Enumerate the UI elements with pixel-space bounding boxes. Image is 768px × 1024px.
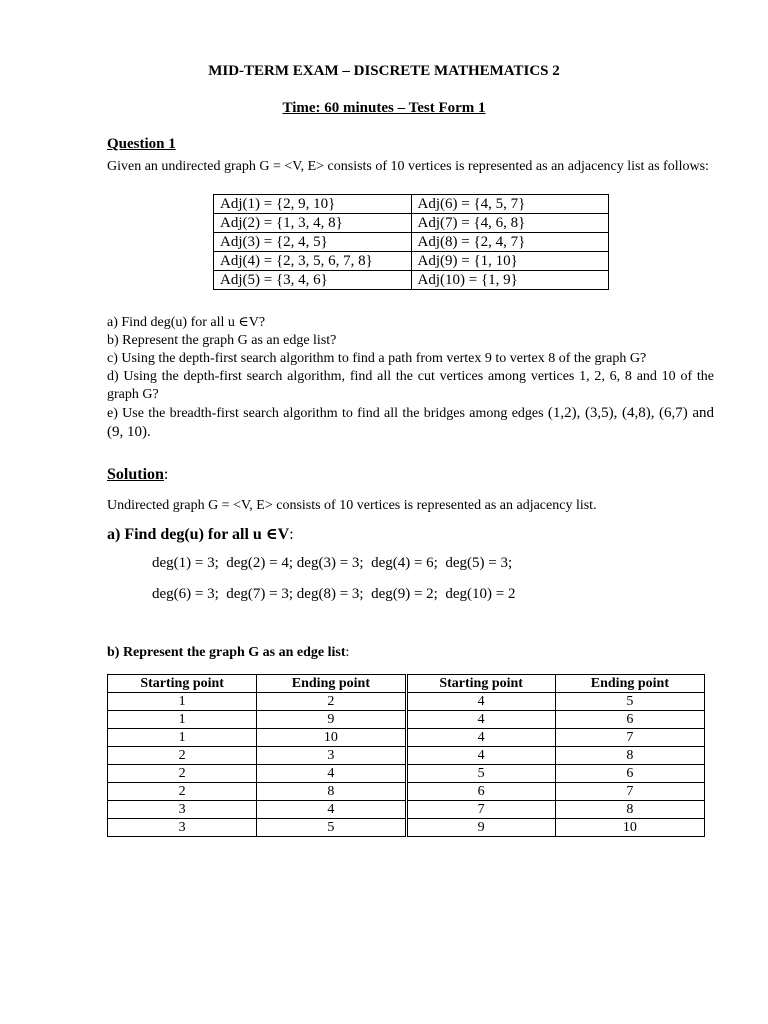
adjacency-cell: Adj(9) = {1, 10} [411, 252, 609, 271]
edge-end-cell: 3 [257, 747, 406, 765]
edge-row [108, 783, 705, 801]
edge-end-cell: 6 [555, 765, 704, 783]
edge-list-table [107, 674, 705, 837]
edge-end-cell: 2 [257, 693, 406, 711]
solution-heading [107, 466, 168, 484]
adjacency-row [214, 195, 609, 214]
edge-row [108, 729, 705, 747]
part-b-heading [107, 645, 349, 661]
solution-intro: Undirected graph G = <V, E> consists of 10 vertices is represented as an adjacency list. [107, 498, 597, 513]
edge-start-cell: 4 [406, 711, 555, 729]
edge-start-cell: 6 [406, 783, 555, 801]
edge-row [108, 693, 705, 711]
column-header-start-1: Starting point [108, 675, 257, 693]
question-item-d: d) Using the depth-first search algorithm, find all the cut vertices among vertices 1, 2, 6, 8 and 10 of the graph G? [107, 369, 714, 402]
edge-start-cell: 4 [406, 729, 555, 747]
question-item-c: c) Using the depth-first search algorithm to find a path from vertex 9 to vertex 8 of the graph G? [107, 351, 647, 366]
adjacency-cell: Adj(6) = {4, 5, 7} [411, 195, 609, 214]
edge-end-cell: 10 [555, 819, 704, 837]
edge-start-cell: 4 [406, 693, 555, 711]
edge-end-cell: 4 [257, 765, 406, 783]
adjacency-cell: Adj(1) = {2, 9, 10} [214, 195, 412, 214]
edge-start-cell: 2 [108, 783, 257, 801]
solution-label: Solution [107, 466, 164, 483]
adjacency-row [214, 214, 609, 233]
edge-start-cell: 3 [108, 801, 257, 819]
edge-row [108, 801, 705, 819]
edge-row [108, 765, 705, 783]
edge-start-cell: 9 [406, 819, 555, 837]
edge-end-cell: 5 [257, 819, 406, 837]
degree-line-2: deg(6) = 3; deg(7) = 3; deg(8) = 3; deg(9) = 2; deg(10) = 2 [152, 586, 516, 602]
question-intro: Given an undirected graph G = <V, E> consists of 10 vertices is represented as an adjacency list as follows: [107, 159, 709, 174]
column-header-end-1: Ending point [257, 675, 406, 693]
edge-end-cell: 6 [555, 711, 704, 729]
edge-row [108, 819, 705, 837]
edge-start-cell: 2 [108, 747, 257, 765]
edge-end-cell: 8 [555, 801, 704, 819]
question-item-a: a) Find deg(u) for all u ∈V? [107, 315, 266, 330]
solution-colon: : [163, 466, 169, 483]
edge-start-cell: 2 [108, 765, 257, 783]
edge-end-cell: 8 [555, 747, 704, 765]
edge-row [108, 711, 705, 729]
adjacency-cell: Adj(10) = {1, 9} [411, 271, 609, 290]
adjacency-table [213, 194, 609, 290]
part-a-colon: : [289, 526, 294, 543]
edge-end-cell: 9 [257, 711, 406, 729]
column-header-end-2: Ending point [555, 675, 704, 693]
question-item-e [107, 404, 714, 442]
edge-list-header-row [108, 675, 705, 693]
edge-start-cell: 5 [406, 765, 555, 783]
edge-start-cell: 4 [406, 747, 555, 765]
edge-start-cell: 1 [108, 711, 257, 729]
adjacency-cell: Adj(8) = {2, 4, 7} [411, 233, 609, 252]
edge-end-cell: 5 [555, 693, 704, 711]
question-item-b: b) Represent the graph G as an edge list? [107, 333, 337, 348]
adjacency-row [214, 271, 609, 290]
part-b-heading-text: b) Represent the graph G as an edge list [107, 645, 346, 660]
adjacency-row [214, 252, 609, 271]
adjacency-cell: Adj(3) = {2, 4, 5} [214, 233, 412, 252]
adjacency-cell: Adj(7) = {4, 6, 8} [411, 214, 609, 233]
edge-end-cell: 8 [257, 783, 406, 801]
edge-end-cell: 10 [257, 729, 406, 747]
adjacency-cell: Adj(4) = {2, 3, 5, 6, 7, 8} [214, 252, 412, 271]
edge-end-cell: 7 [555, 729, 704, 747]
edge-start-cell: 7 [406, 801, 555, 819]
edge-start-cell: 1 [108, 729, 257, 747]
exam-subtitle: Time: 60 minutes – Test Form 1 [282, 100, 486, 116]
adjacency-cell: Adj(5) = {3, 4, 6} [214, 271, 412, 290]
degree-line-1: deg(1) = 3; deg(2) = 4; deg(3) = 3; deg(4) = 6; deg(5) = 3; [152, 555, 513, 571]
question-heading: Question 1 [107, 136, 176, 152]
question-items [107, 314, 714, 442]
question-item-e-edges: (1,2), (3,5), (4,8), (6,7) and (9, 10). [107, 405, 714, 440]
edge-end-cell: 4 [257, 801, 406, 819]
edge-start-cell: 3 [108, 819, 257, 837]
column-header-start-2: Starting point [406, 675, 555, 693]
part-a-heading-text: a) Find deg(u) for all u ∈V [107, 526, 290, 543]
exam-title: MID-TERM EXAM – DISCRETE MATHEMATICS 2 [208, 63, 560, 79]
adjacency-row [214, 233, 609, 252]
edge-start-cell: 1 [108, 693, 257, 711]
edge-row [108, 747, 705, 765]
part-a-heading [107, 524, 294, 544]
part-b-colon: : [345, 645, 350, 660]
adjacency-cell: Adj(2) = {1, 3, 4, 8} [214, 214, 412, 233]
edge-end-cell: 7 [555, 783, 704, 801]
question-item-e-text: e) Use the breadth-first search algorithm to find all the bridges among edges [107, 406, 548, 421]
